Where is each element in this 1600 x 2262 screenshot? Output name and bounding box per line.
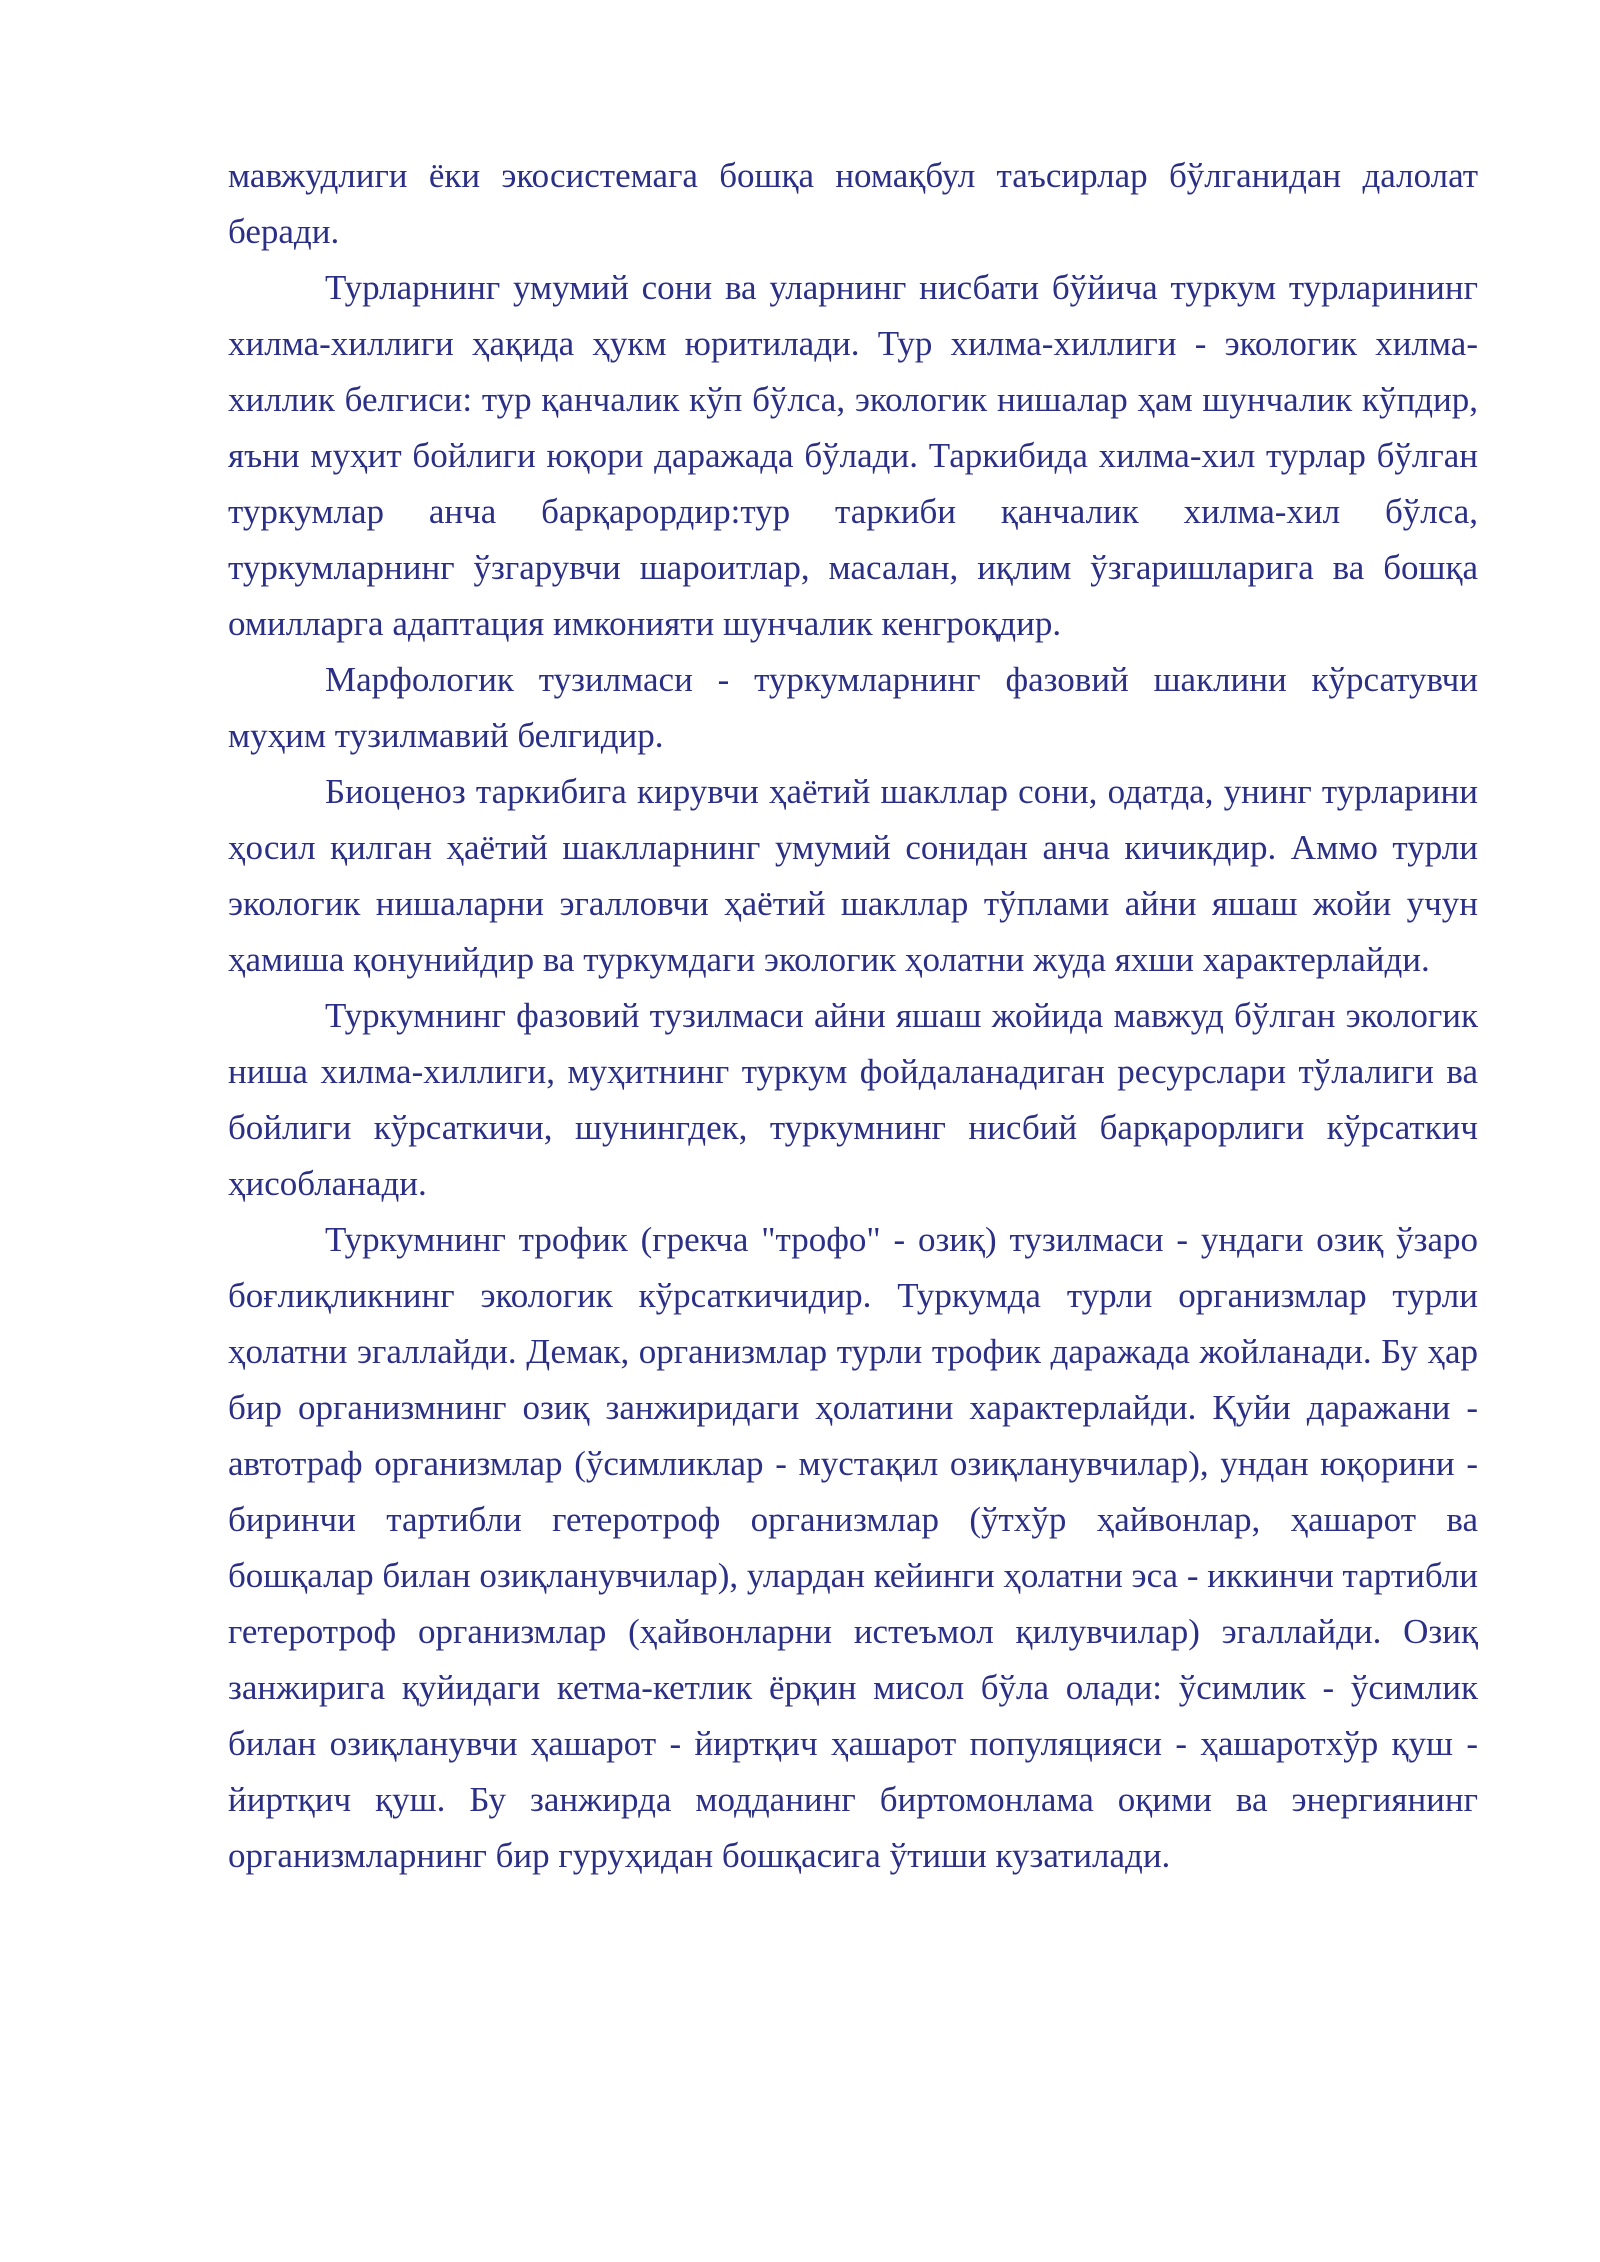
paragraph-spatial-structure: Туркумнинг фазовий тузилмаси айни яшаш жойида мавжуд бўлган экологик ниша хилма-хиллиги, муҳитнинг туркум фойдаланадиган ресурслари тўлалиги ва бойлиги кўрсаткичи, шунингдек, туркумнинг нисбий барқарорлиги кўрсаткич ҳисобланади. [228,996,1478,1203]
paragraph-morphological-structure: Марфологик тузилмаси - туркумларнинг фазовий шаклини кўрсатувчи муҳим тузилмавий белгидир. [228,660,1478,755]
paragraph-species-diversity: Турларнинг умумий сони ва уларнинг нисбати бўйича туркум турларининг хилма-хиллиги ҳақида ҳукм юритилади. Тур хилма-хиллиги - экологик хилма-хиллик белгиси: тур қанчалик кўп бўлса, экологик нишалар ҳам шунчалик кўпдир, яъни муҳит бойлиги юқори даражада бўлади. Таркибида хилма-хил турлар бўлган туркумлар анча барқарордир:тур таркиби қанчалик хилма-хил бўлса, туркумларнинг ўзгарувчи шароитлар, масалан, иқлим ўзгаришларига ва бошқа омилларга адаптация имконияти шунчалик кенгроқдир. [228,268,1478,643]
body-text [228,148,1478,1884]
paragraph-continuation: мавжудлиги ёки экосистемага бошқа номақбул таъсирлар бўлганидан далолат беради. [228,156,1478,251]
paragraph-life-forms: Биоценоз таркибига кирувчи ҳаётий шакллар сони, одатда, унинг турларини ҳосил қилган ҳаётий шаклларнинг умумий сонидан анча кичикдир. Аммо турли экологик нишаларни эгалловчи ҳаётий шакллар тўплами айни яшаш жойи учун ҳамиша қонунийдир ва туркумдаги экологик ҳолатни жуда яхши характерлайди. [228,772,1478,979]
paragraph-trophic-structure: Туркумнинг трофик (грекча "трофо" - озиқ) тузилмаси - ундаги озиқ ўзаро боғлиқликнинг экологик кўрсаткичидир. Туркумда турли организмлар турли ҳолатни эгаллайди. Демак, организмлар турли трофик даражада жойланади. Бу ҳар бир организмнинг озиқ занжиридаги ҳолатини характерлайди. Қуйи даражани - автотраф организмлар (ўсимликлар - мустақил озиқланувчилар), ундан юқорини - биринчи тартибли гетеротроф организмлар (ўтхўр ҳайвонлар, ҳашарот ва бошқалар билан озиқланувчилар), улардан кейинги ҳолатни эса - иккинчи тартибли гетеротроф организмлар (ҳайвонларни истеъмол қилувчилар) эгаллайди. Озиқ занжирига қуйидаги кетма-кетлик ёрқин мисол бўла олади: ўсимлик - ўсимлик билан озиқланувчи ҳашарот - йиртқич ҳашарот популяцияси - ҳашаротхўр қуш - йиртқич қуш. Бу занжирда модданинг биртомонлама оқими ва энергиянинг организмларнинг бир гуруҳидан бошқасига ўтиши кузатилади. [228,1220,1478,1875]
